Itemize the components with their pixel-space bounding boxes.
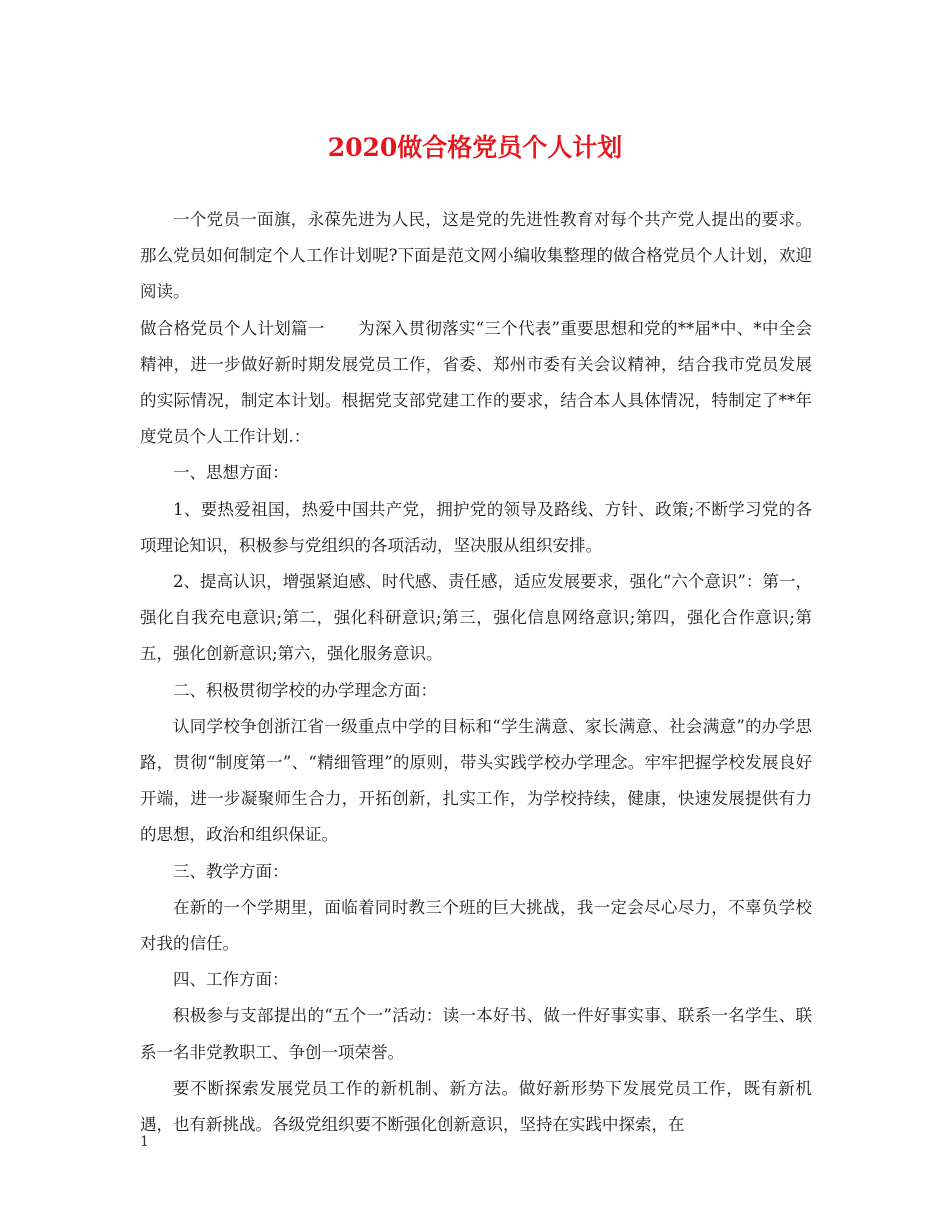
- document-title: 2020做合格党员个人计划: [327, 133, 623, 162]
- section-heading-thought: 一、思想方面：: [173, 463, 289, 483]
- section-heading-teaching: 三、教学方面：: [173, 861, 289, 881]
- paragraph-thought-2: 2、提高认识，增强紧迫感、时代感、责任感，适应发展要求，强化“六个意识”：第一，强化自我充电意识;第二，强化科研意识;第三，强化信息网络意识;第四，强化合作意识;第五，强化创新意识;第六，强化服务意识。: [140, 572, 812, 664]
- paragraph-school-philosophy: 认同学校争创浙江省一级重点中学的目标和“学生满意、家长满意、社会满意”的办学思路，贯彻“制度第一”、“精细管理”的原则，带头实践学校办学理念。牢牢把握学校发展良好开端，进一步凝聚师生合力，开拓创新，扎实工作，为学校持续，健康，快速发展提供有力的思想，政治和组织保证。: [140, 716, 812, 845]
- section-heading-school-philosophy: 二、积极贯彻学校的办学理念方面：: [173, 680, 437, 700]
- paragraph-work-mechanism: 要不断探索发展党员工作的新机制、新方法。做好新形势下发展党员工作，既有新机遇，也有新挑战。各级党组织要不断强化创新意识，坚持在实践中探索，在: [140, 1078, 812, 1135]
- page-number: 1: [140, 1134, 149, 1150]
- paragraph-teaching: 在新的一个学期里，面临着同时教三个班的巨大挑战，我一定会尽心尽力，不辜负学校对我的信任。: [140, 897, 812, 954]
- section-heading-work: 四、工作方面：: [173, 970, 289, 990]
- paragraph-plan-one: 做合格党员个人计划篇一 为深入贯彻落实“三个代表”重要思想和党的**届*中、*中全会精神，进一步做好新时期发展党员工作，省委、郑州市委有关会议精神，结合我市党员发展的实际情况，制定本计划。根据党支部党建工作的要求，结合本人具体情况，特制定了**年度党员个人工作计划.：: [140, 318, 812, 447]
- document-body: [140, 202, 812, 1143]
- paragraph-intro: 一个党员一面旗，永葆先进为人民，这是党的先进性教育对每个共产党人提出的要求。那么党员如何制定个人工作计划呢?下面是范文网小编收集整理的做合格党员个人计划，欢迎阅读。: [140, 210, 812, 302]
- paragraph-thought-1: 1、要热爱祖国，热爱中国共产党，拥护党的领导及路线、方针、政策;不断学习党的各项理论知识，积极参与党组织的各项活动，坚决服从组织安排。: [140, 499, 812, 555]
- paragraph-work-activities: 积极参与支部提出的“五个一”活动：读一本好书、做一件好事实事、联系一名学生、联系一名非党教职工、争创一项荣誉。: [140, 1006, 812, 1062]
